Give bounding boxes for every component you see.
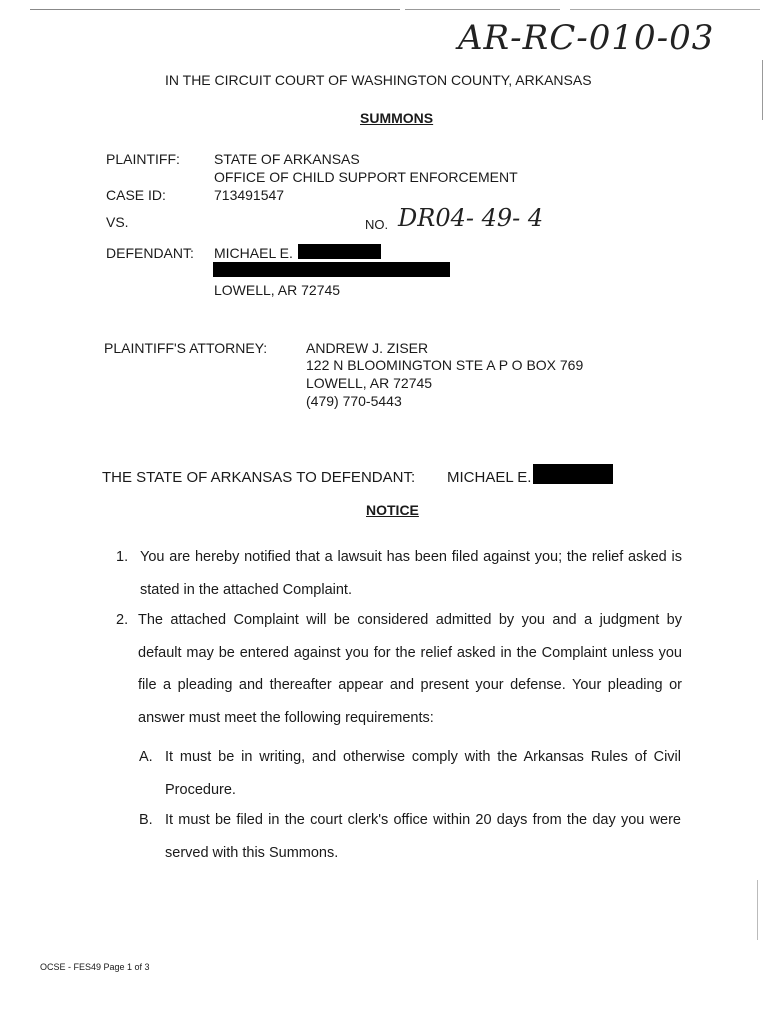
- versus-label: VS.: [106, 214, 129, 230]
- case-id-value: 713491547: [214, 187, 285, 203]
- notice-title: NOTICE: [366, 502, 419, 518]
- notice-subitem-letter: B.: [139, 812, 153, 828]
- plaintiff-name: STATE OF ARKANSAS: [214, 151, 360, 167]
- to-defendant-name: MICHAEL E.: [447, 469, 532, 486]
- scan-artifact-line: [570, 9, 760, 10]
- notice-item-text: You are hereby notified that a lawsuit has been filed against you; the relief asked is stated in the attached Complaint.: [140, 549, 682, 598]
- attorney-address: 122 N BLOOMINGTON STE A P O BOX 769: [306, 357, 584, 373]
- case-id-label: CASE ID:: [106, 187, 166, 203]
- attorney-phone: (479) 770-5443: [306, 393, 402, 409]
- notice-item-number: 1.: [116, 549, 129, 565]
- redaction-bar: [298, 244, 381, 259]
- redaction-bar: [213, 262, 450, 277]
- document-title: SUMMONS: [360, 110, 434, 126]
- notice-item-text: The attached Complaint will be considered admitted by you and a judgment by default may be entered against you for the relief asked in the Complaint unless you file a pleading and thereafter appear and present your defense. Your pleading or answer must meet the following requirements:: [138, 612, 682, 726]
- case-number-label: NO.: [365, 217, 389, 232]
- notice-subitem-text: It must be in writing, and otherwise comply with the Arkansas Rules of Civil Procedure.: [165, 749, 681, 798]
- notice-subitem-letter: A.: [139, 749, 153, 765]
- notice-subitem-text: It must be filed in the court clerk's office within 20 days from the day you were served with this Summons.: [165, 812, 681, 861]
- handwritten-docket-number: AR-RC-010-03: [458, 18, 715, 58]
- scan-artifact-line: [762, 60, 763, 120]
- plaintiff-label: PLAINTIFF:: [106, 151, 180, 167]
- defendant-label: DEFENDANT:: [106, 245, 194, 261]
- attorney-city: LOWELL, AR 72745: [306, 375, 433, 391]
- notice-item-number: 2.: [116, 612, 129, 628]
- scan-artifact-line: [757, 880, 758, 940]
- redaction-bar: [533, 464, 613, 484]
- scan-artifact-line: [30, 9, 400, 10]
- handwritten-case-number: DR04- 49- 4: [398, 204, 544, 232]
- to-defendant-label: THE STATE OF ARKANSAS TO DEFENDANT:: [102, 469, 416, 486]
- plaintiff-agency: OFFICE OF CHILD SUPPORT ENFORCEMENT: [214, 169, 518, 185]
- page-footer: OCSE - FES49 Page 1 of 3: [40, 962, 150, 972]
- defendant-city: LOWELL, AR 72745: [214, 282, 341, 298]
- attorney-label: PLAINTIFF'S ATTORNEY:: [104, 340, 268, 356]
- attorney-name: ANDREW J. ZISER: [306, 340, 429, 356]
- defendant-name: MICHAEL E.: [214, 245, 293, 261]
- scan-artifact-line: [405, 9, 560, 10]
- court-heading: IN THE CIRCUIT COURT OF WASHINGTON COUNTY, ARKANSAS: [165, 72, 592, 88]
